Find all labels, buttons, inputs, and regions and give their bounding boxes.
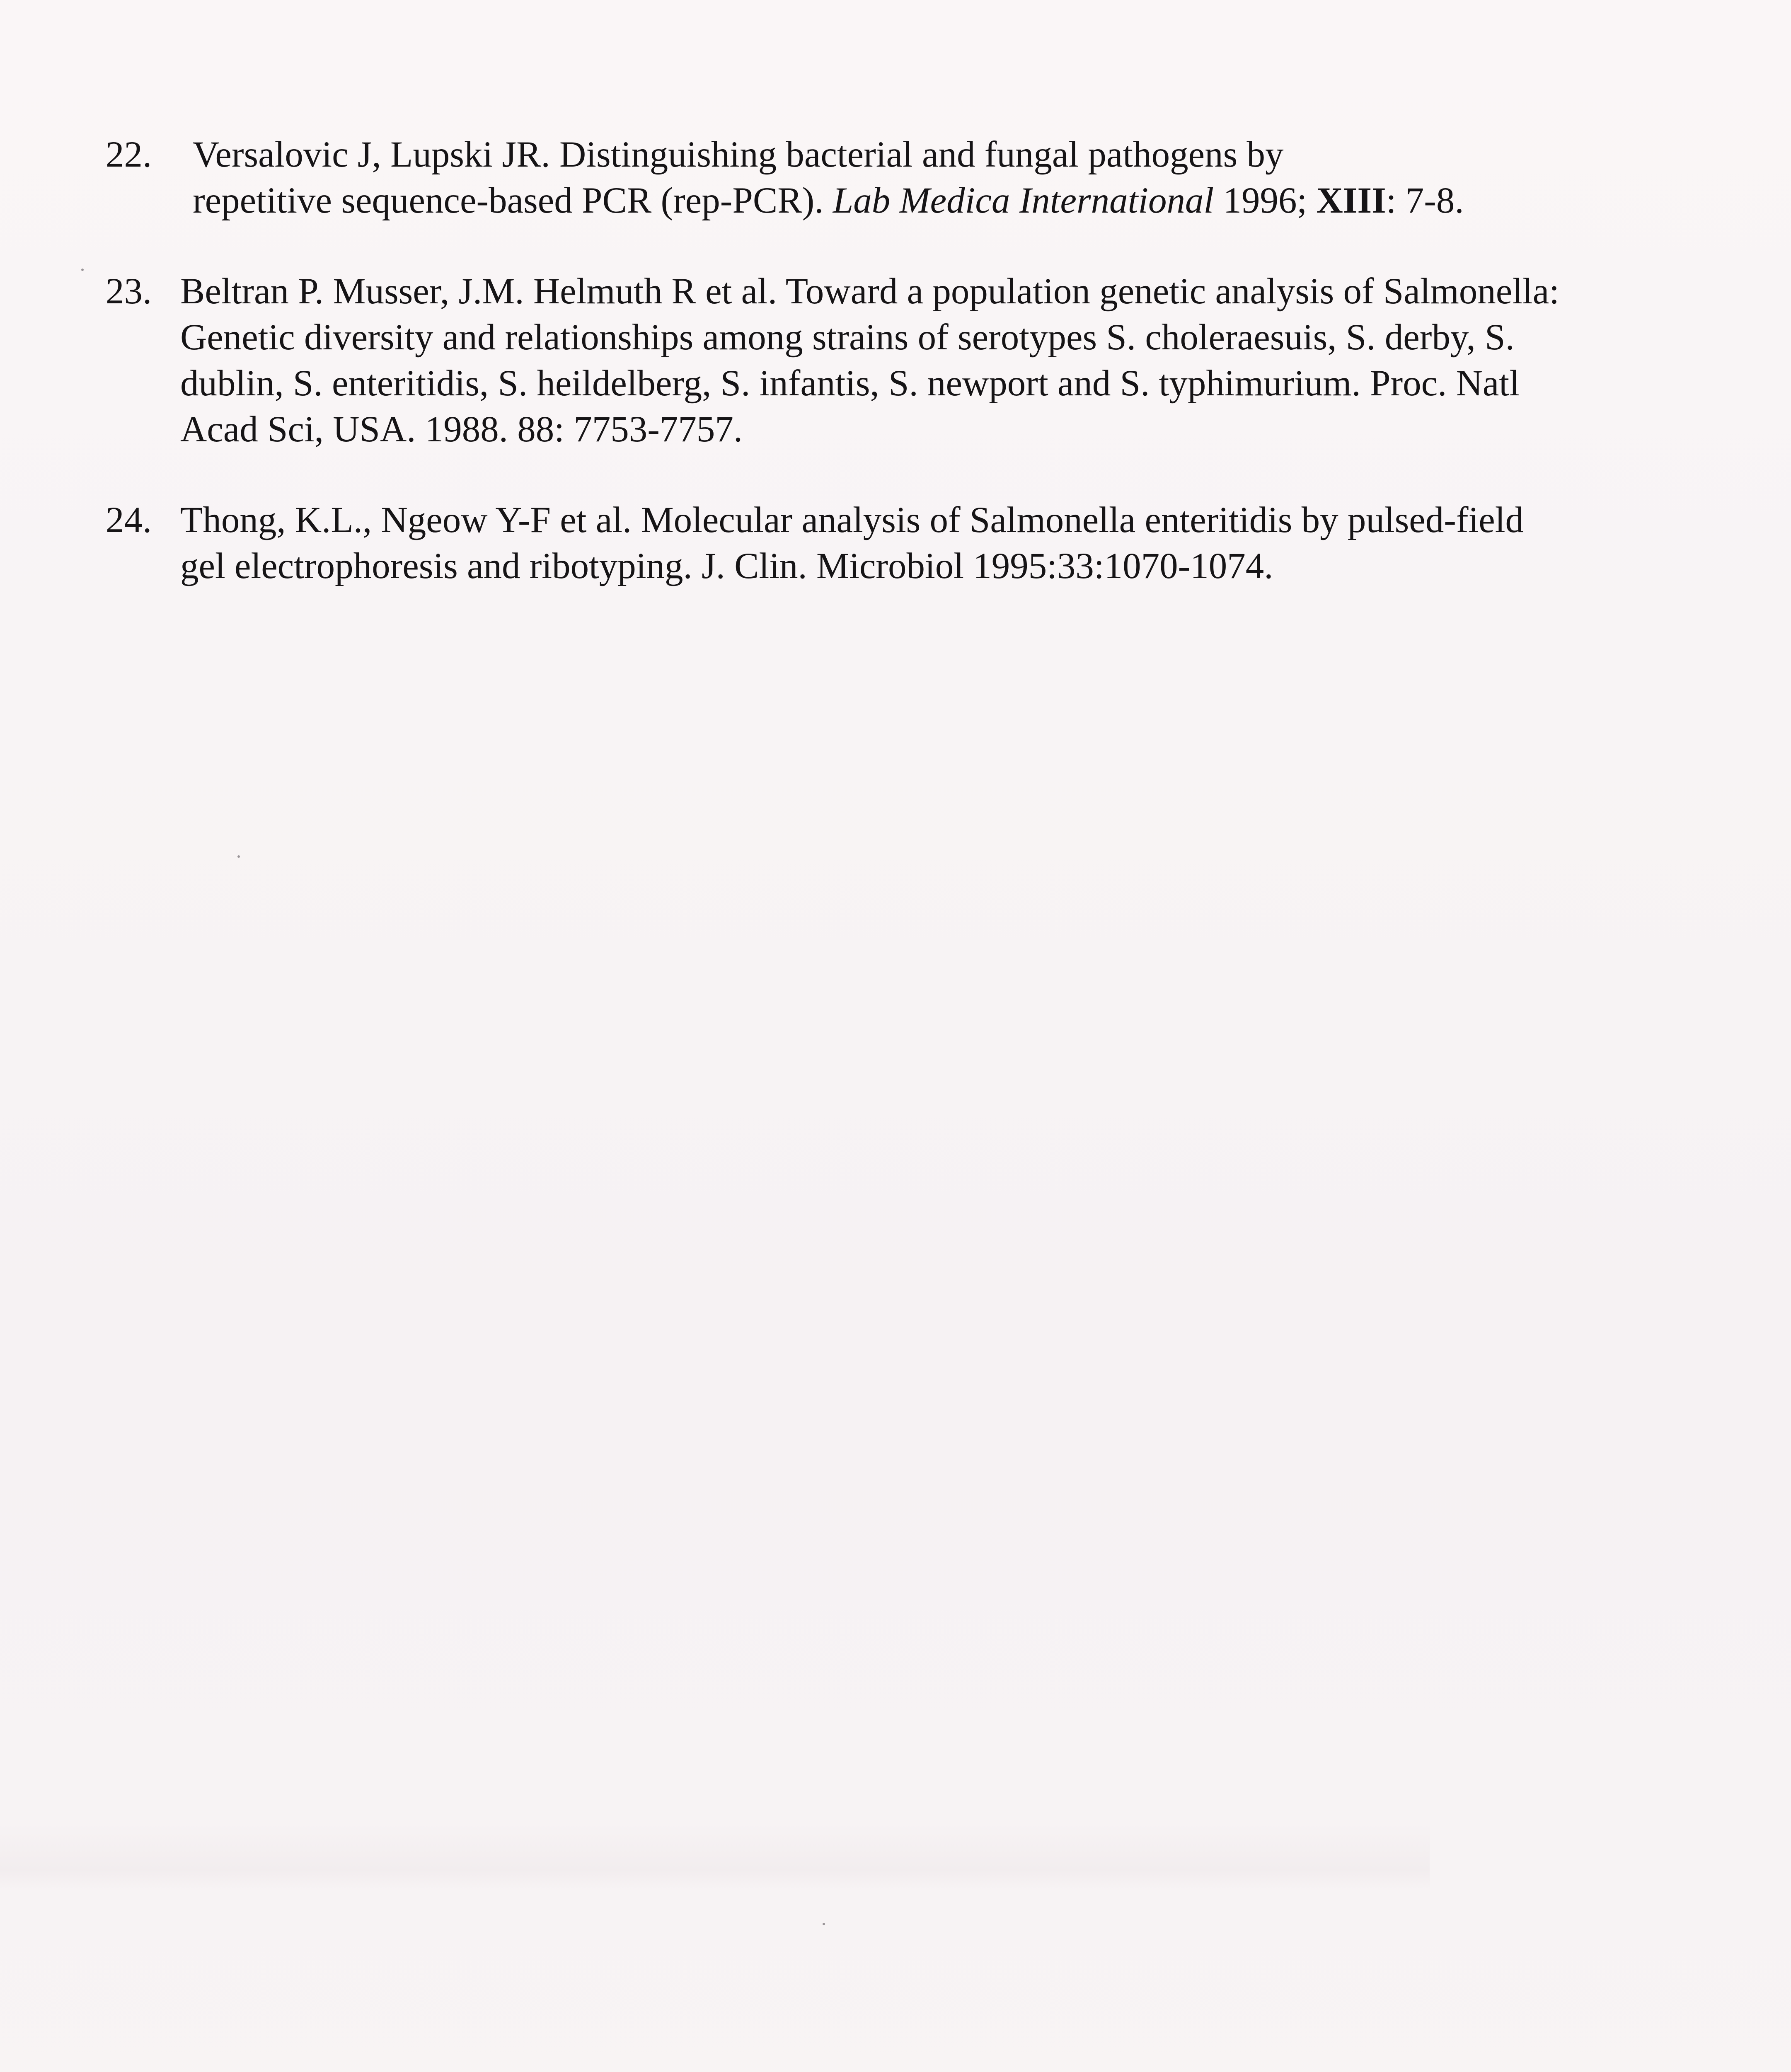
reference-line: Versalovic J, Lupski JR. Distinguishing bacterial and fungal pathogens by [193, 134, 1284, 175]
reference-list [106, 132, 1722, 634]
scan-shadow [0, 1823, 1430, 1890]
reference-24 [106, 497, 1722, 589]
reference-text: repetitive sequence-based PCR (rep-PCR). [193, 180, 833, 221]
reference-line: Acad Sci, USA. 1988. 88: 7753-7757. [180, 409, 743, 450]
scan-speck [237, 855, 240, 858]
volume-number: XIII [1316, 180, 1386, 221]
reference-line [180, 178, 1722, 224]
reference-line: Beltran P. Musser, J.M. Helmuth R et al. Toward a population genetic analysis of Salmonella: [180, 271, 1559, 312]
scan-speck [823, 1923, 825, 1925]
scan-speck [81, 269, 84, 271]
reference-number: 23. [106, 271, 152, 312]
reference-22 [106, 132, 1722, 224]
journal-title: Lab Medica International [833, 180, 1214, 221]
reference-line: Thong, K.L., Ngeow Y-F et al. Molecular analysis of Salmonella enteritidis by pulsed-field [180, 500, 1524, 540]
reference-text: 1996; [1214, 180, 1317, 221]
reference-23 [106, 269, 1722, 453]
reference-line: Genetic diversity and relationships among strains of serotypes S. choleraesuis, S. derby, S. [180, 317, 1515, 358]
reference-number: 24. [106, 500, 152, 540]
reference-line: gel electrophoresis and ribotyping. J. Clin. Microbiol 1995:33:1070-1074. [180, 546, 1273, 586]
reference-text: : 7-8. [1386, 180, 1464, 221]
reference-number: 22. [106, 134, 152, 175]
reference-line: dublin, S. enteritidis, S. heildelberg, S. infantis, S. newport and S. typhimurium. Proc. Natl [180, 363, 1520, 404]
